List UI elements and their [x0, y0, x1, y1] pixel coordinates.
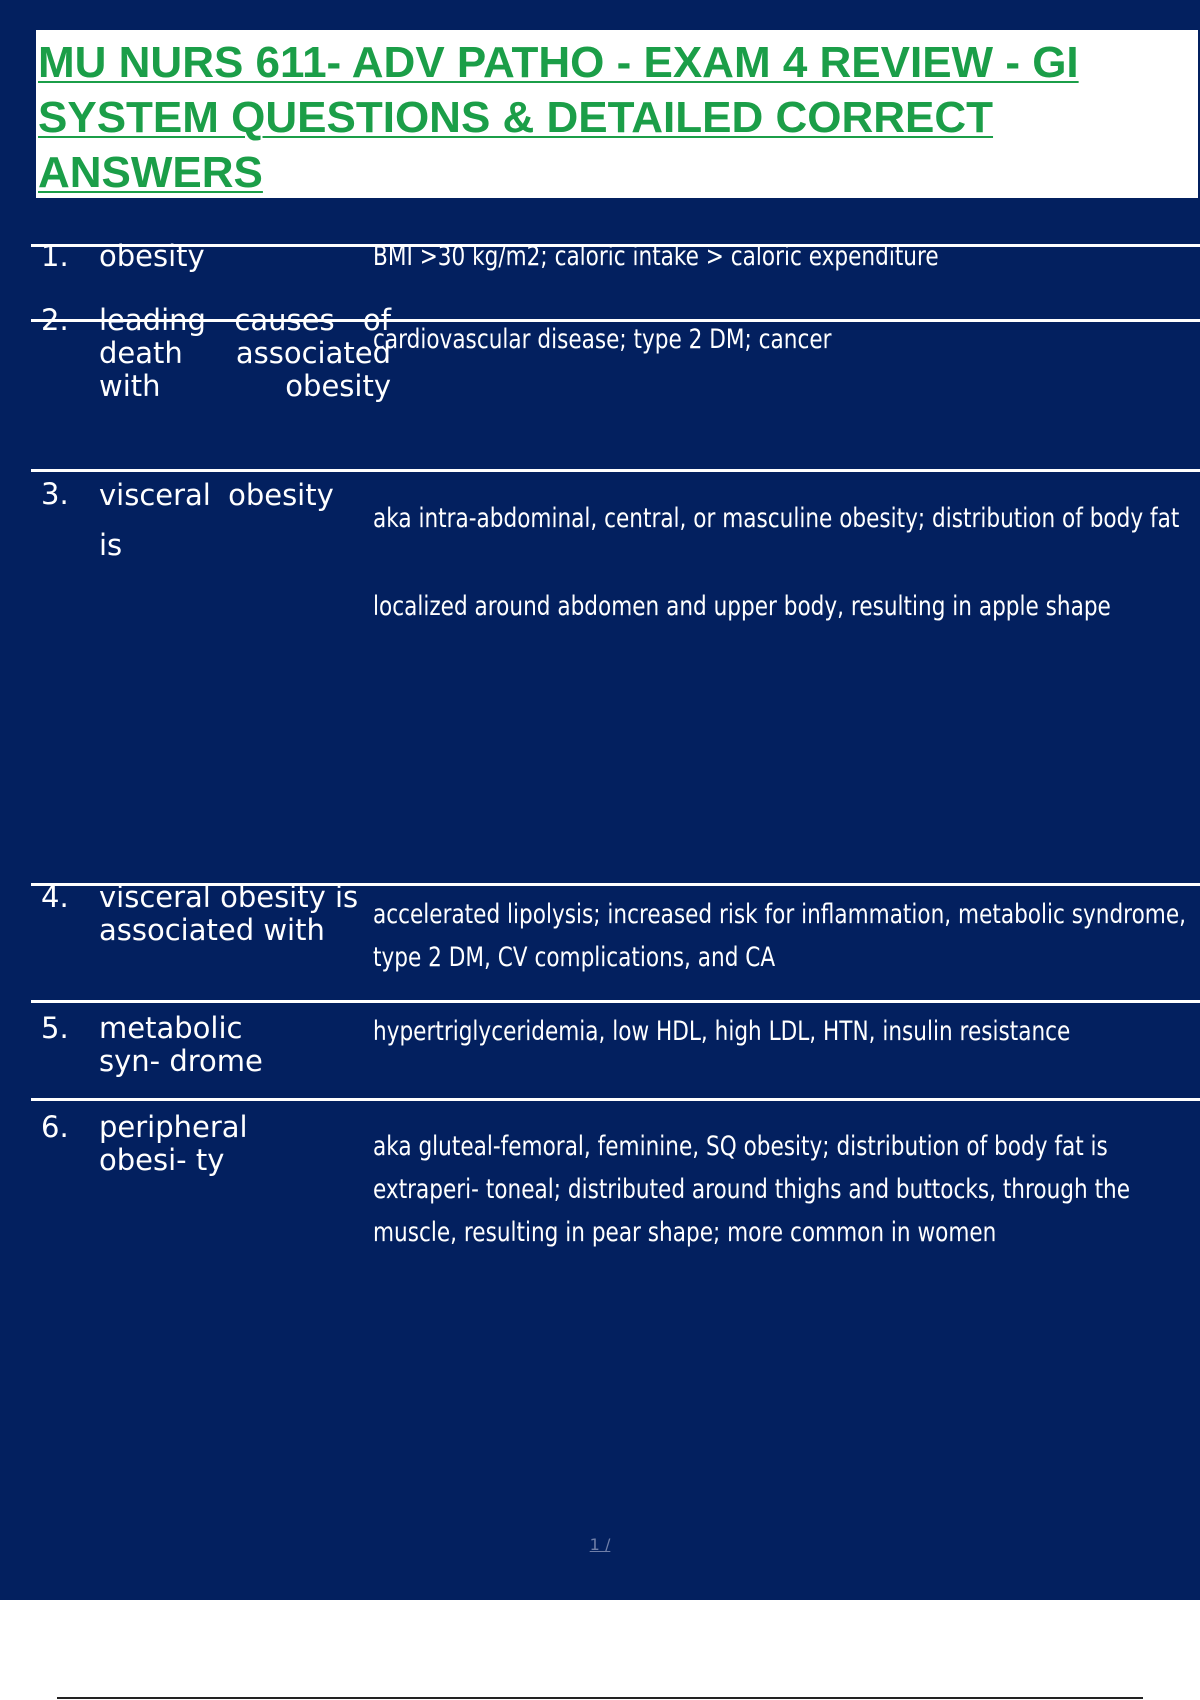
- item-definition: [373, 318, 1037, 361]
- footer-rule: [57, 1697, 1143, 1699]
- item-term: obesity: [99, 239, 205, 273]
- definition-line: muscle, resulting in pear shape; more common in women: [373, 1217, 997, 1248]
- item-number: 2.: [41, 303, 69, 337]
- item-definition: [373, 475, 1180, 651]
- definition-line: aka intra-abdominal, central, or masculine obesity; distribution of body fat: [373, 503, 1180, 534]
- definition-line: type 2 DM, CV complications, and CA: [373, 942, 776, 973]
- item-term: visceral obesity is: [99, 478, 334, 562]
- item-definition: [373, 1010, 1071, 1053]
- item-definition: [373, 235, 1037, 278]
- definition-line: aka gluteal-femoral, feminine, SQ obesity; distribution of body fat is: [373, 1131, 1108, 1162]
- definition-line: extraperi- toneal; distributed around thighs and buttocks, through the: [373, 1174, 1131, 1205]
- item-term: metabolic syn- drome: [99, 1011, 263, 1078]
- definition-line: localized around abdomen and upper body, resulting in apple shape: [373, 591, 1111, 622]
- page-number: 1 /: [589, 1535, 611, 1554]
- item-term: peripheral obesi- ty: [99, 1110, 248, 1177]
- row-divider: [31, 1000, 1200, 1003]
- definition-line: BMI >30 kg/m2; caloric intake > caloric expenditure: [373, 241, 939, 272]
- item-term: leading causes of death associated with obesity: [99, 303, 391, 403]
- definition-line: hypertriglyceridemia, low HDL, high LDL, HTN, insulin resistance: [373, 1016, 1071, 1047]
- item-number: 6.: [41, 1110, 69, 1144]
- item-number: 3.: [41, 477, 69, 511]
- item-number: 4.: [41, 880, 69, 914]
- row-divider: [31, 1098, 1200, 1101]
- definition-line: cardiovascular disease; type 2 DM; cancer: [373, 324, 832, 355]
- item-term: visceral obesity is associated with: [99, 880, 359, 947]
- definition-line: accelerated lipolysis; increased risk for inflammation, metabolic syndrome,: [373, 899, 1186, 930]
- item-definition: [373, 1125, 1131, 1254]
- item-definition: [373, 893, 1186, 979]
- item-number: 1.: [41, 239, 69, 273]
- title-box: [36, 30, 1198, 198]
- document-title: MU NURS 611- ADV PATHO - EXAM 4 REVIEW - GI SYSTEM QUESTIONS & DETAILED CORRECT ANSWERS: [38, 38, 1079, 197]
- item-number: 5.: [41, 1011, 69, 1045]
